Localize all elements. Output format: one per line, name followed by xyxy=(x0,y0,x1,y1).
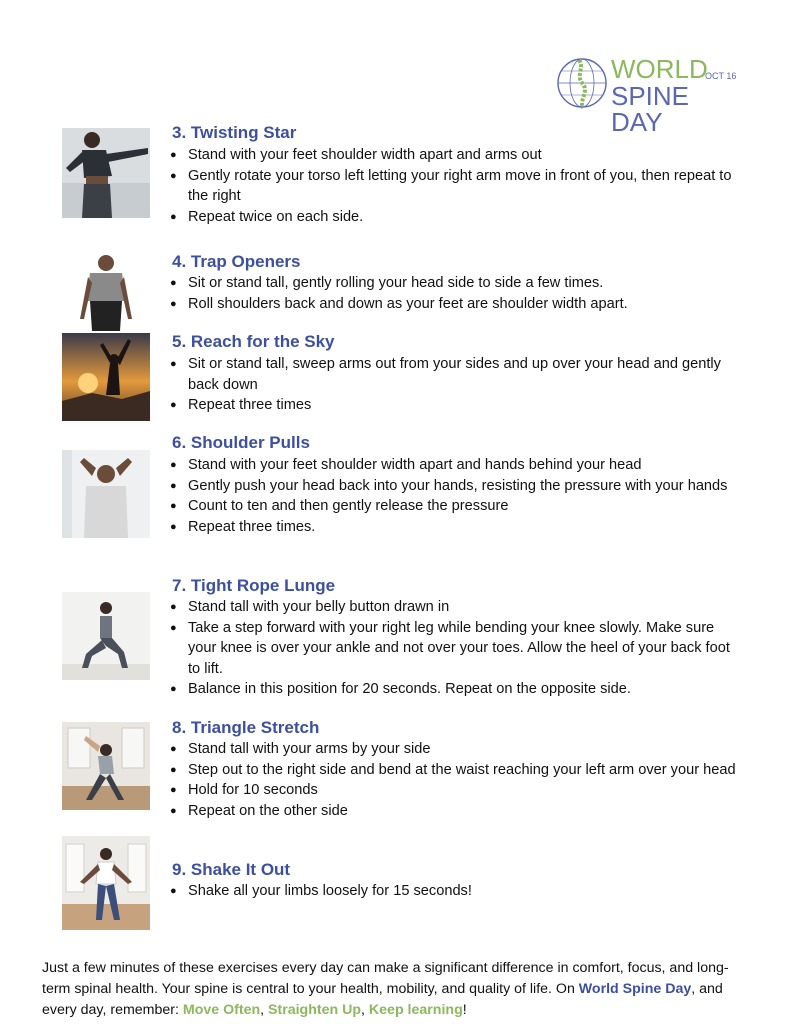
man-standing-photo xyxy=(62,253,150,331)
step-list xyxy=(170,739,740,821)
closing-exclamation: ! xyxy=(462,1002,467,1019)
step-list xyxy=(170,455,740,537)
step-item: ● Stand tall with your arms by your side xyxy=(170,739,740,760)
world-spine-day-logo xyxy=(555,54,745,137)
step-item: ● Repeat twice on each side. xyxy=(170,207,740,228)
separator: , xyxy=(361,1002,369,1019)
logo-date: OCT 16 xyxy=(705,71,737,81)
man-hands-behind-head-photo xyxy=(62,450,150,538)
exercise-title: 7. Tight Rope Lunge xyxy=(172,576,336,595)
step-list xyxy=(170,881,740,902)
step-item: ● Stand with your feet shoulder width apart and hands behind your head xyxy=(170,455,740,476)
step-item: ● Count to ten and then gently release the pressure xyxy=(170,496,740,517)
step-item: ● Stand tall with your belly button drawn in xyxy=(170,597,740,618)
exercise-title: 8. Triangle Stretch xyxy=(172,718,320,737)
woman-twisting-photo xyxy=(62,128,150,218)
straighten-up-highlight: Straighten Up xyxy=(268,1002,362,1019)
step-item: ● Shake all your limbs loosely for 15 seconds! xyxy=(170,881,740,902)
logo-word-spine-day: SPINE DAY xyxy=(611,81,690,137)
step-list xyxy=(170,145,740,227)
step-list xyxy=(170,354,740,416)
step-item: ● Hold for 10 seconds xyxy=(170,780,740,801)
step-item: ● Take a step forward with your right leg while bending your knee slowly. Make sure your knee is over your ankle and not over your toes. Allow the heel of your back foot to lift. xyxy=(170,618,740,680)
woman-lunge-photo xyxy=(62,592,150,680)
move-often-highlight: Move Often xyxy=(182,1002,261,1019)
step-item: ● Sit or stand tall, gently rolling your head side to side a few times. xyxy=(170,273,740,294)
exercise-title: 6. Shoulder Pulls xyxy=(172,433,310,452)
step-item: ● Repeat three times. xyxy=(170,517,740,538)
step-list xyxy=(170,273,740,314)
separator: , xyxy=(260,1002,269,1019)
step-item: ● Gently rotate your torso left letting your right arm move in front of you, then repeat to the right xyxy=(170,166,740,207)
keep-learning-highlight: Keep learning xyxy=(368,1002,463,1019)
exercise-title: 3. Twisting Star xyxy=(172,123,297,142)
step-item: ● Repeat three times xyxy=(170,395,740,416)
exercise-title: 9. Shake It Out xyxy=(172,860,291,879)
logo-word-world: WORLD xyxy=(611,54,708,84)
step-item: ● Repeat on the other side xyxy=(170,801,740,822)
step-item: ● Roll shoulders back and down as your feet are shoulder width apart. xyxy=(170,294,740,315)
woman-triangle-stretch-photo xyxy=(62,722,150,810)
step-item: ● Step out to the right side and bend at the waist reaching your left arm over your head xyxy=(170,760,740,781)
sunset-reach-photo xyxy=(62,333,150,421)
world-spine-day-highlight: World Spine Day xyxy=(578,981,692,998)
closing-text-intro: Just a few minutes of these exercises every day can make a significant difference in comfort, focus, and long-term spinal health. Your spine is central to your health, mobility, and quality of life. On xyxy=(42,960,729,998)
step-item: ● Stand with your feet shoulder width apart and arms out xyxy=(170,145,740,166)
man-shaking-photo xyxy=(62,836,150,930)
step-item: ● Sit or stand tall, sweep arms out from your sides and up over your head and gently back down xyxy=(170,354,740,395)
closing-paragraph xyxy=(42,958,742,1021)
closing-text-remember: , and every day, remember: xyxy=(42,981,723,1019)
step-list xyxy=(170,597,740,700)
exercise-title: 5. Reach for the Sky xyxy=(172,332,335,351)
step-item: ● Gently push your head back into your hands, resisting the pressure with your hands xyxy=(170,476,740,497)
exercise-title: 4. Trap Openers xyxy=(172,252,301,271)
spine-globe-icon xyxy=(555,54,609,112)
step-item: ● Balance in this position for 20 seconds. Repeat on the opposite side. xyxy=(170,679,740,700)
